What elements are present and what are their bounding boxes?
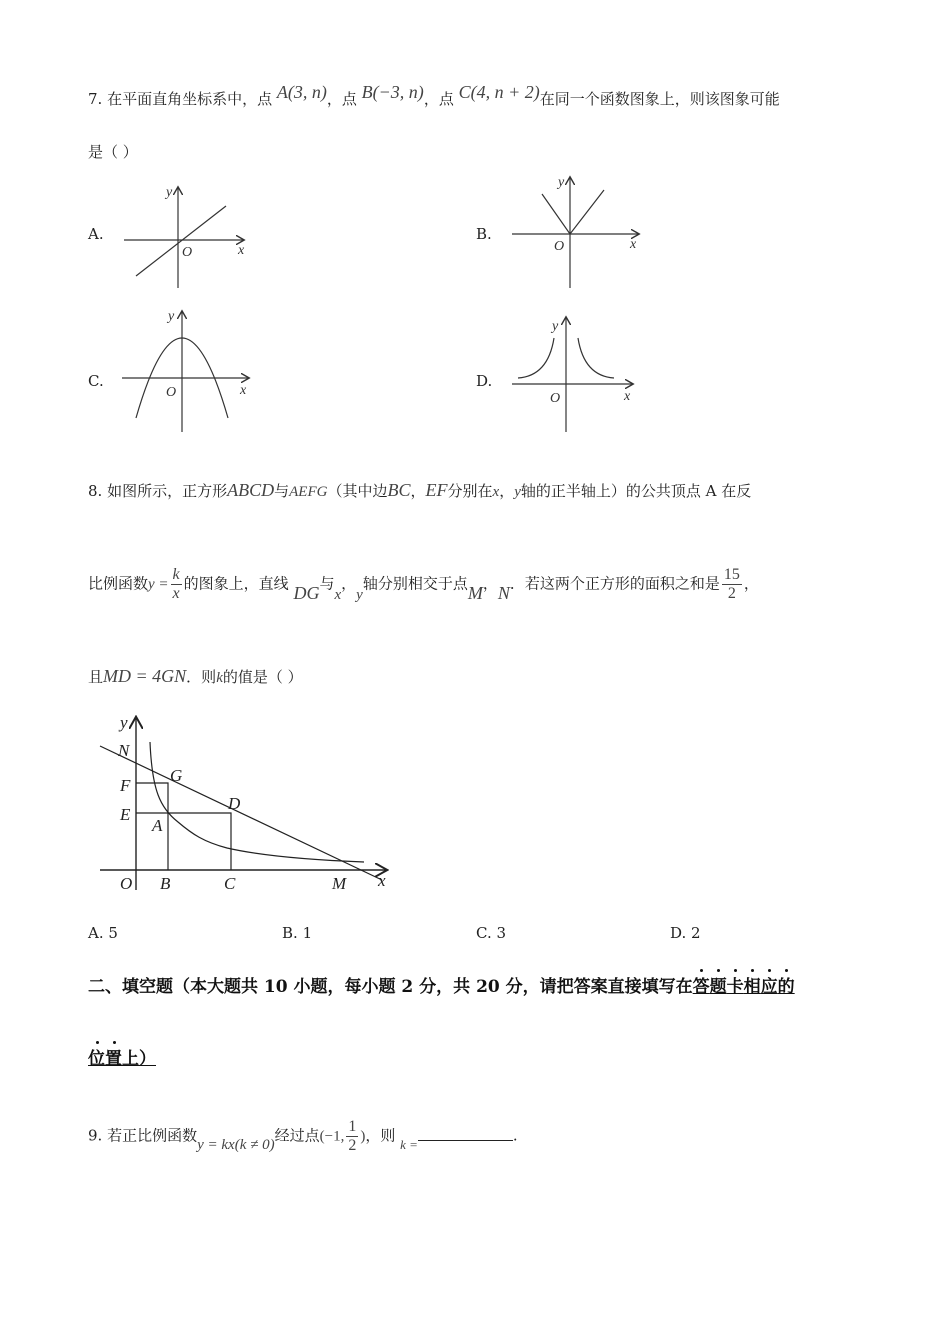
q8-label-m: M	[332, 874, 347, 893]
q7c-y-label: y	[168, 309, 175, 324]
q7-option-a-label: A.	[88, 225, 104, 243]
q7-point-a: A(3, n)	[276, 82, 327, 102]
q8-label-a: A	[152, 816, 163, 835]
q8-choice-a-value: 5	[108, 924, 118, 942]
q8-choice-a-label: A.	[88, 924, 104, 942]
q7a-y-label: y	[166, 185, 173, 200]
q7-option-d-label: D.	[476, 372, 493, 390]
q7-point-c: C(4, n + 2)	[458, 82, 540, 102]
q8-condition: MD = 4GN	[103, 666, 187, 686]
q9-var-k: k =	[400, 1136, 418, 1152]
q8-line1	[88, 480, 751, 501]
section2-emph-char: 的	[778, 977, 795, 997]
q8-point-n: N	[497, 582, 510, 603]
q7-text-a: 在平面直角坐标系中，点	[107, 90, 273, 108]
q9-text-a: 若正比例函数	[107, 1126, 198, 1145]
q8-text-2h: ，	[743, 574, 759, 593]
q9-line	[88, 1118, 518, 1155]
q8-choice-a[interactable]	[88, 924, 118, 942]
q9-end: .	[512, 1126, 518, 1145]
q7d-origin-label: O	[550, 391, 561, 406]
q8-choice-d-value: 2	[691, 924, 701, 942]
q8-func-numerator: k	[172, 566, 180, 583]
q8-text-2c: 与	[319, 574, 335, 593]
section2-emph-char: 应	[761, 977, 778, 997]
q9-number: 9.	[88, 1126, 103, 1145]
q8-sum-numerator: 15	[723, 566, 740, 583]
q8-choice-b-value: 1	[302, 924, 313, 942]
q8-var-k: k	[216, 670, 223, 686]
q8-label-d: D	[228, 794, 241, 813]
section2-emphasis	[693, 977, 795, 997]
q7-option-c-label: C.	[88, 372, 104, 390]
q7d-right-branch	[578, 338, 614, 378]
q8-axis2-y: y	[356, 586, 363, 603]
q8-func-lhs: y =	[148, 576, 169, 593]
q7-point-b: B(−3, n)	[361, 82, 424, 102]
q8-square-aefg: AEFG	[289, 484, 328, 500]
q7-option-a-graph	[118, 180, 258, 290]
section2-heading	[88, 972, 795, 997]
q8-text-2f: ，	[482, 574, 498, 593]
q8-axis-x: x	[492, 484, 500, 500]
q8-point-m: M	[467, 582, 483, 603]
q9-text-c: ，则	[365, 1126, 396, 1145]
q8-choice-c-value: 3	[496, 924, 507, 942]
q8-figure	[92, 710, 402, 900]
q8-choice-b-label: B.	[282, 924, 298, 942]
q8-sum-fraction	[722, 566, 742, 603]
section2-heading-text: 二、填空题（本大题共 10 小题，每小题 2 分，共 20 分，请把答案直接填写在	[88, 977, 693, 997]
q9-point-numerator: 1	[348, 1118, 357, 1135]
q8-side-bc: BC	[387, 480, 411, 500]
q7a-x-label: x	[238, 243, 245, 258]
q7b-x-label: x	[630, 237, 637, 252]
q8-choice-c[interactable]	[476, 924, 506, 942]
q8-label-f: F	[120, 776, 131, 795]
q8-label-c: C	[224, 874, 236, 893]
q8-label-e: E	[120, 805, 131, 824]
section2-heading-line2	[88, 1044, 156, 1069]
q8-sum-denominator: 2	[727, 585, 736, 602]
q8-text-1b: 与	[274, 482, 290, 500]
q8-text-1c: （其中边	[327, 482, 388, 500]
q8-text-1e: 分别在	[447, 482, 493, 500]
q9-answer-blank[interactable]	[418, 1128, 513, 1141]
q7-sep1: ，点	[326, 90, 357, 108]
q7-option-b-label: B.	[476, 225, 492, 243]
q8-label-y: y	[120, 713, 128, 732]
q9-text-b: 经过点	[274, 1126, 320, 1145]
q8-choice-b[interactable]	[282, 924, 312, 942]
q9-point-denominator: 2	[348, 1137, 357, 1154]
q8-line-dg: DG	[293, 582, 320, 603]
q7-option-b-graph	[508, 172, 648, 290]
q8-text-2b: 的图象上，直线	[183, 574, 289, 593]
q9-point-left: (−1,	[319, 1128, 345, 1145]
q8-text-1d: ，	[410, 482, 426, 500]
q8-label-n: N	[118, 741, 130, 760]
q7-option-c-graph	[118, 306, 258, 434]
q8-text-2a: 比例函数	[88, 574, 149, 593]
q8-choice-c-label: C.	[476, 924, 492, 942]
section2-tail: 上）	[122, 1049, 156, 1069]
q8-text-2g: ．若这两个正方形的面积之和是	[509, 574, 720, 593]
q7c-x-label: x	[240, 383, 247, 398]
section2-emph-char: 置	[105, 1049, 122, 1069]
q8-choice-d[interactable]	[670, 924, 701, 942]
q8-label-x: x	[378, 871, 386, 890]
q8-text-3a: 且	[88, 668, 104, 686]
q8-text-1g: 轴的正半轴上）的公共顶点 A 在反	[520, 482, 752, 500]
q8-line3	[88, 666, 303, 687]
q7-number: 7.	[88, 90, 103, 108]
q8-label-b: B	[160, 874, 171, 893]
section2-emph-char: 位	[88, 1049, 105, 1069]
q7-sep2: ，点	[423, 90, 454, 108]
q8-text-2e: 轴分别相交于点	[362, 574, 468, 593]
q8-line2	[88, 566, 759, 603]
q9-function: y = kx(k ≠ 0)	[197, 1136, 275, 1153]
q8-axis2-x: x	[334, 586, 342, 603]
q8-func-fraction	[171, 566, 182, 603]
section2-emph-char: 相	[744, 977, 761, 997]
section2-emph-char: 题	[710, 977, 727, 997]
q8-text-3b: ．则	[186, 668, 217, 686]
q7d-y-label: y	[552, 319, 559, 334]
q7b-vshape	[542, 190, 604, 234]
q8-square-abcd: ABCD	[227, 480, 275, 500]
section2-emph-char: 答	[693, 977, 710, 997]
q8-axis-y: y	[514, 484, 521, 500]
q8-square-aefg-shape	[136, 783, 168, 813]
q8-label-g: G	[170, 766, 183, 785]
section2-emph-char: 卡	[727, 977, 744, 997]
q7a-line	[136, 206, 226, 276]
q7-option-d-graph	[508, 312, 648, 434]
section2-emphasis-2	[88, 1049, 122, 1069]
q7b-y-label: y	[558, 175, 565, 190]
q8-text-3c: 的值是（ ）	[222, 668, 303, 686]
q8-hyperbola	[150, 742, 364, 862]
q8-text-2d: ，	[341, 574, 357, 593]
q7b-origin-label: O	[554, 239, 565, 254]
q7d-x-label: x	[624, 389, 631, 404]
q8-side-ef: EF	[425, 480, 448, 500]
q7-line2: 是（ ）	[88, 143, 138, 161]
q8-number: 8.	[88, 482, 103, 500]
q9-point-fraction	[346, 1118, 358, 1155]
q7-line1	[88, 82, 780, 109]
q8-label-o: O	[120, 874, 133, 893]
q7c-origin-label: O	[166, 385, 177, 400]
q8-choice-d-label: D.	[670, 924, 687, 942]
q7-text-b: 在同一个函数图象上，则该图象可能	[539, 90, 780, 108]
q7d-left-branch	[518, 338, 554, 378]
q7a-origin-label: O	[182, 245, 193, 260]
q8-text-1f: ，	[499, 482, 515, 500]
q8-text-1a: 如图所示，正方形	[107, 482, 228, 500]
q9-point-right: )	[360, 1128, 366, 1145]
q8-func-denominator: x	[172, 585, 180, 602]
